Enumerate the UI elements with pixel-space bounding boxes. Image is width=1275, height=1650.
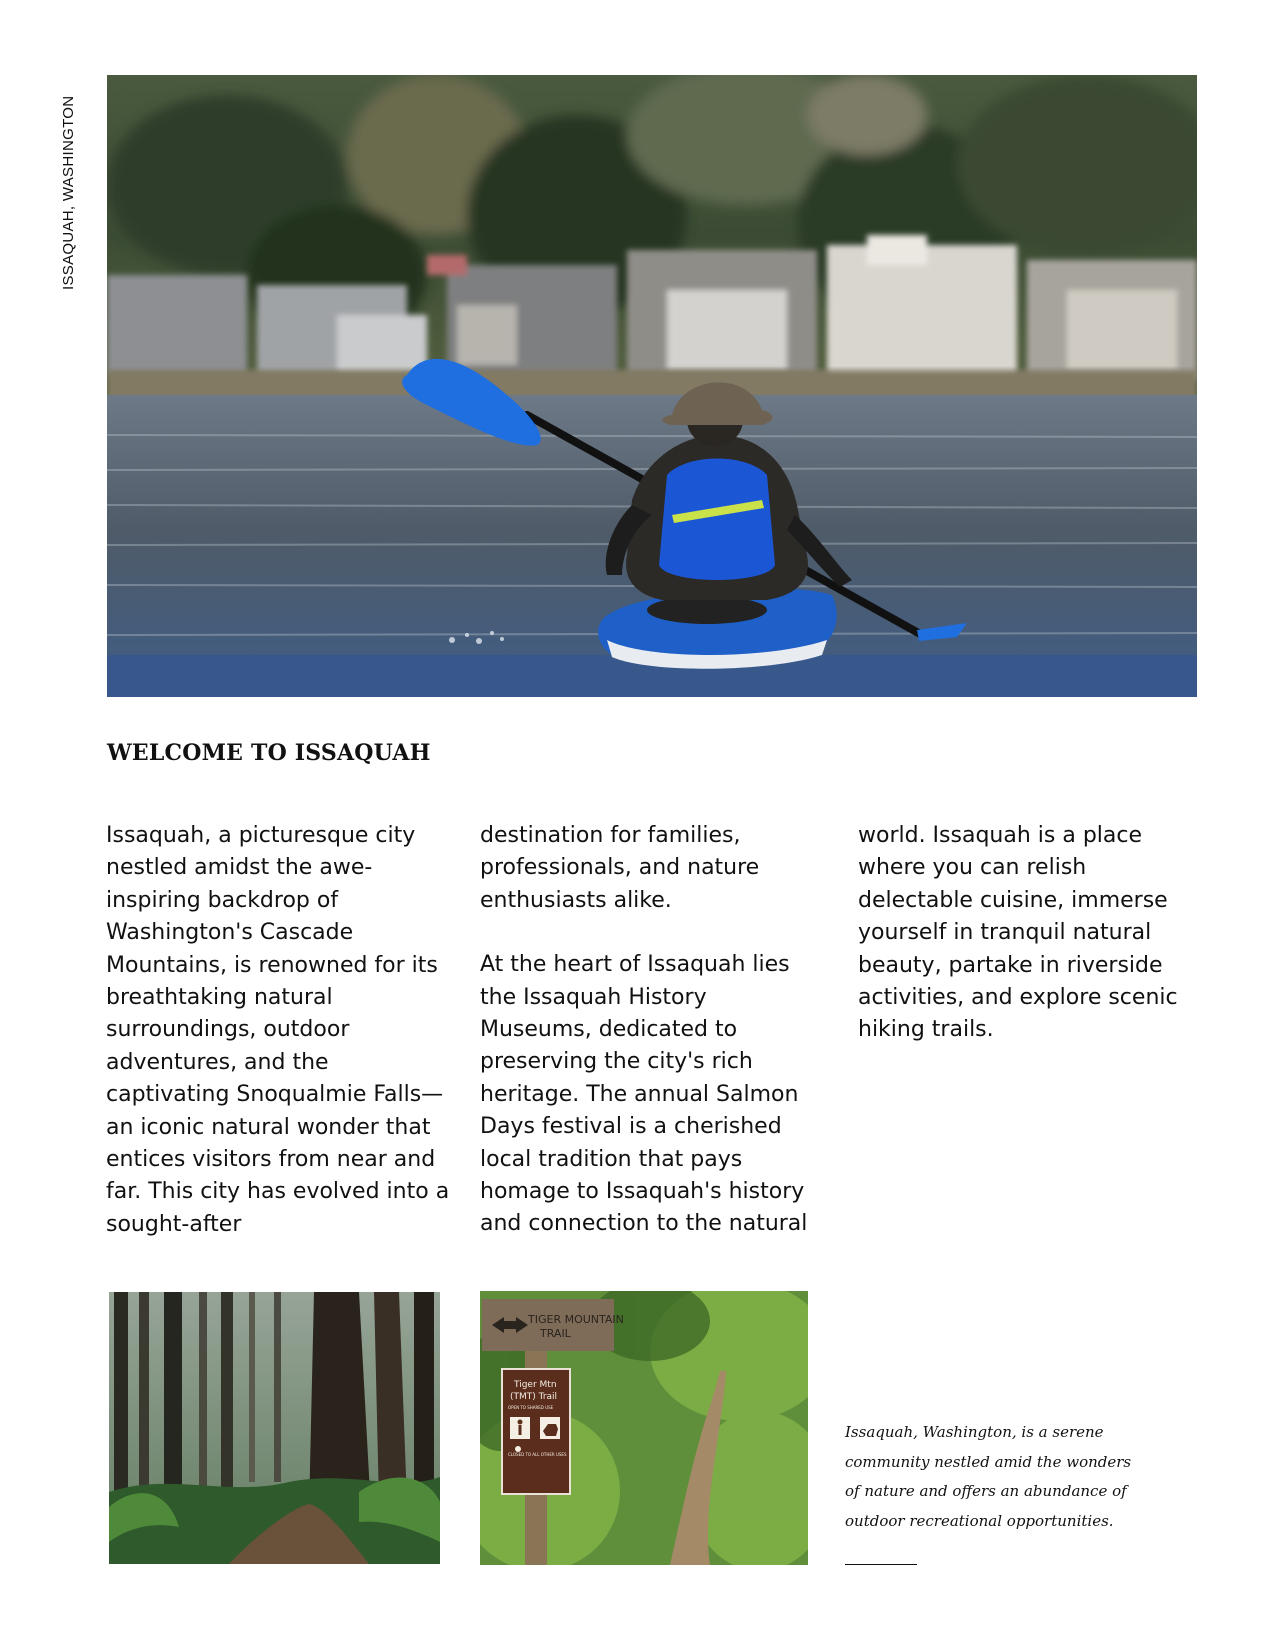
text-column-2 xyxy=(480,820,825,1273)
forest-trail-photo xyxy=(109,1292,440,1564)
brown-sign-text-line1: Tiger Mtn xyxy=(514,1380,557,1390)
trail-sign-illustration xyxy=(480,1291,808,1565)
paragraph: At the heart of Issaquah lies the Issaquah History Museums, dedicated to preserving the city's rich heritage. The annual Salmon Days festival is a cherished local tradition that pays homage to Issaquah's history and connection to the natural xyxy=(480,952,808,1237)
brown-sign-text-line3: OPEN TO SHARED USE xyxy=(508,1405,554,1410)
hero-kayak-photo xyxy=(107,75,1197,697)
text-column-1 xyxy=(106,820,451,1273)
top-sign-text-line2: TRAIL xyxy=(540,1327,571,1340)
kayak-illustration xyxy=(107,75,1197,697)
paragraph: Issaquah, a picturesque city nestled amidst the awe-inspiring backdrop of Washington's Cascade Mountains, is renowned for its breathtaking natural surroundings, outdoor adventures, and the captivating Snoqualmie Falls—an iconic natural wonder that entices visitors from near and far. This city has evolved into a sought-after xyxy=(106,823,450,1237)
page-heading: WELCOME TO ISSAQUAH xyxy=(107,740,431,766)
photo-caption: Issaquah, Washington, is a serene community nestled amid the wonders of nature and offers an abundance of outdoor recreational opportunities. xyxy=(845,1423,1132,1530)
brown-sign-text-line4: CLOSED TO ALL OTHER USES xyxy=(508,1452,567,1457)
trail-sign-photo xyxy=(480,1291,808,1565)
paragraph: destination for families, professionals, and nature enthusiasts alike. xyxy=(480,823,760,913)
paragraph: world. Issaquah is a place where you can relish delectable cuisine, immerse yourself in tranquil natural beauty, partake in riverside activities, and explore scenic hiking trails. xyxy=(858,823,1178,1043)
side-location-label: ISSAQUAH, WASHINGTON xyxy=(60,95,77,290)
caption-divider xyxy=(845,1564,917,1565)
brown-sign-text-line2: (TMT) Trail xyxy=(510,1392,558,1402)
top-sign-text-line1: TIGER MOUNTAIN xyxy=(528,1313,624,1326)
forest-illustration xyxy=(109,1292,440,1564)
text-column-3 xyxy=(858,820,1203,1079)
